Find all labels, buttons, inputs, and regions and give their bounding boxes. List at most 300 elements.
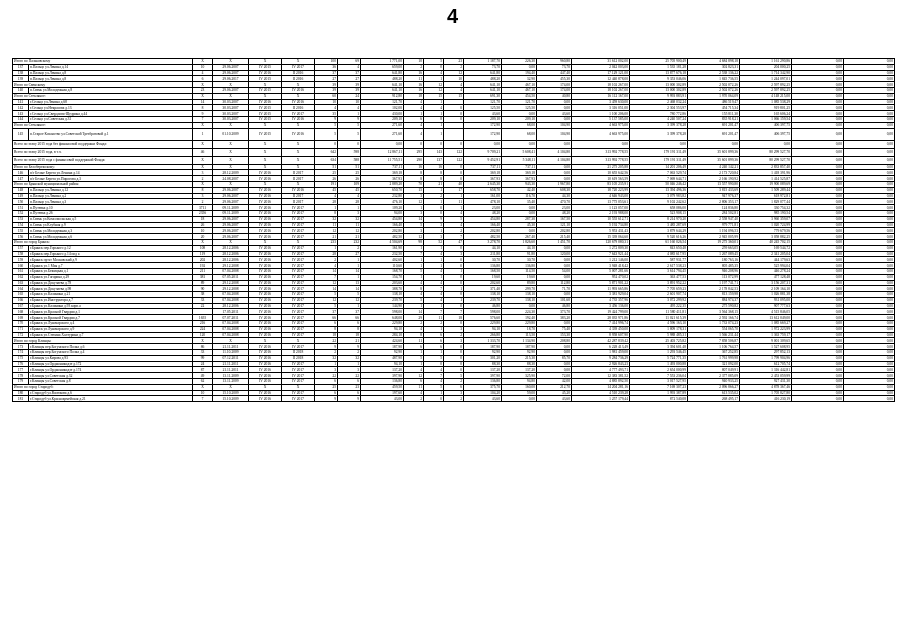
cell-2: 10 <box>193 228 213 234</box>
resettlement-register-table <box>12 58 895 402</box>
cell-4: X <box>249 122 282 128</box>
cell-10: 21 <box>424 181 444 187</box>
cell-19: 0,00 <box>792 170 844 176</box>
cell-11: 5 <box>444 373 464 379</box>
cell-17: 2 173 720,84 <box>688 170 740 176</box>
cell-18: 416 230,19 <box>740 396 792 402</box>
cell-16: 0,00 <box>630 140 688 148</box>
cell-11: 2 <box>444 396 464 402</box>
cell-7: 5 <box>338 128 361 140</box>
cell-12: 369,18 <box>464 170 502 176</box>
cell-13: 454,50 <box>502 93 537 99</box>
cell-3: 30.03.2007 <box>213 111 249 117</box>
cell-19: 0,00 <box>792 64 844 70</box>
cell-17: 268 495,17 <box>688 396 740 402</box>
cell-10: 1 <box>424 303 444 309</box>
cell-10: 9 <box>424 216 444 222</box>
cell-0: 162 <box>13 274 29 280</box>
cell-14: 43,60 <box>537 396 572 402</box>
cell-16: 5 724 771,35 <box>630 355 688 361</box>
cell-11: 0 <box>444 361 464 367</box>
cell-18: 1 020 724,99 <box>740 222 792 228</box>
cell-18: 1 363 759,17 <box>740 332 792 338</box>
cell-13: 88,30 <box>502 361 537 367</box>
cell-17: 2 538 136,22 <box>688 70 740 76</box>
cell-8: 367,93 <box>361 176 404 182</box>
cell-20: 0,00 <box>844 373 895 379</box>
cell-7: 5 <box>338 292 361 298</box>
cell-15: 5 871 901,22 <box>572 280 630 286</box>
cell-20: 0,00 <box>844 257 895 263</box>
cell-14: 608,30 <box>537 187 572 193</box>
cell-9: 2 <box>404 321 424 327</box>
cell-15: 313 992 778,55 <box>572 156 630 164</box>
cell-6: 642 <box>315 148 338 156</box>
cell-11: 0 <box>444 350 464 356</box>
cell-6: 32 <box>315 216 338 222</box>
cell-5: X <box>282 181 315 187</box>
cell-17: 124 836,80 <box>688 205 740 211</box>
cell-19: 0,00 <box>792 216 844 222</box>
cell-17: 884 974,37 <box>688 297 740 303</box>
cell-14: 0,00 <box>537 170 572 176</box>
cell-3: X <box>213 338 249 344</box>
cell-18: 446 278,24 <box>740 268 792 274</box>
cell-13: 0,00 <box>502 64 537 70</box>
cell-20: 0,00 <box>844 338 895 344</box>
cell-20: 0,00 <box>844 268 895 274</box>
register-body <box>13 59 895 402</box>
cell-5: X <box>282 93 315 99</box>
cell-6: 14 <box>315 268 338 274</box>
cell-1: г.Брянск ул.Красной Гвардии д.7 <box>29 315 193 321</box>
cell-7: 21 <box>338 234 361 240</box>
cell-19: 0,00 <box>792 76 844 82</box>
cell-2: 192 <box>193 263 213 269</box>
cell-8: 11 755,51 <box>361 156 404 164</box>
cell-5: IV 2017 <box>282 326 315 332</box>
cell-15: 18 102 267,00 <box>572 82 630 88</box>
cell-12: 136,80 <box>464 379 502 385</box>
cell-5: II 2018 <box>282 350 315 356</box>
cell-3: 15.10.2009 <box>213 396 249 402</box>
cell-16: 780 772,86 <box>630 111 688 117</box>
cell-7: 26 <box>338 176 361 182</box>
cell-11: 11 <box>444 199 464 205</box>
cell-9: 1 <box>404 205 424 211</box>
cell-20: 0,00 <box>844 234 895 240</box>
cell-15: 4 885 892,50 <box>572 379 630 385</box>
cell-13: 287,30 <box>502 216 537 222</box>
cell-10: 1 <box>424 326 444 332</box>
cell-8: 641,10 <box>361 87 404 93</box>
cell-13: 1 826,60 <box>502 239 537 245</box>
cell-8: 121,70 <box>361 99 404 105</box>
cell-11: 0 <box>444 303 464 309</box>
cell-12: 88,30 <box>464 361 502 367</box>
cell-19: 0,00 <box>792 156 844 164</box>
cell-17: 35 601 899,36 <box>688 148 740 156</box>
cell-3: 07.04.2008 <box>213 292 249 298</box>
cell-19: 0,00 <box>792 234 844 240</box>
cell-0: 161 <box>13 268 29 274</box>
cell-13: 137,20 <box>502 367 537 373</box>
cell-2: 216 <box>193 321 213 327</box>
cell-9: 1 <box>404 263 424 269</box>
cell-1: г.Брянск ул.Докучаева д.78 <box>29 280 193 286</box>
cell-13: 229,80 <box>502 321 537 327</box>
cell-10: 15 <box>424 93 444 99</box>
cell-9: 4 <box>404 122 424 128</box>
cell-1: п.Пальцо ул.Ленина д.8 <box>29 70 193 76</box>
cell-13: 192,40 <box>502 315 537 321</box>
cell-5: IV 2016 <box>282 187 315 193</box>
cell-3: 29.06.2007 <box>213 222 249 228</box>
cell-13: 187,90 <box>502 344 537 350</box>
cell-3: 07.04.2008 <box>213 332 249 338</box>
cell-19: 0,00 <box>792 332 844 338</box>
cell-17: 940 933,25 <box>688 379 740 385</box>
cell-3: 29.06.2017 <box>213 76 249 82</box>
cell-7: 6 <box>338 390 361 396</box>
cell-0: 140 <box>13 87 29 93</box>
cell-2: X <box>193 181 213 187</box>
cell-17: 946 208,96 <box>688 268 740 274</box>
cell-4: IV 2016 <box>249 350 282 356</box>
cell-9: 11 <box>404 338 424 344</box>
cell-15: 3 316 051,00 <box>572 105 630 111</box>
cell-4: X <box>249 164 282 170</box>
cell-18: 1 527 608,95 <box>740 344 792 350</box>
cell-2: X <box>193 140 213 148</box>
cell-1: п.Путевка д.10 <box>29 205 193 211</box>
cell-20: 0,00 <box>844 384 895 390</box>
cell-8: 12 867,11 <box>361 148 404 156</box>
cell-10: 0 <box>424 140 444 148</box>
cell-19: 0,00 <box>792 268 844 274</box>
cell-10: 4 <box>424 367 444 373</box>
cell-4: IV 2016 <box>249 344 282 350</box>
cell-2: 10 <box>193 390 213 396</box>
cell-16: 3 879 644,29 <box>630 228 688 234</box>
cell-4: IV 2016 <box>249 187 282 193</box>
cell-20: 0,00 <box>844 176 895 182</box>
cell-11: 40 <box>444 181 464 187</box>
cell-14: 4 104,80 <box>537 156 572 164</box>
cell-9: 8 <box>404 332 424 338</box>
cell-15: 3 381 929,04 <box>572 292 630 298</box>
cell-16: 14 201 206,49 <box>630 164 688 170</box>
cell-1: п.Пальцо ул.Ленина д.12 <box>29 187 193 193</box>
cell-19: 0,00 <box>792 99 844 105</box>
cell-10: 5 <box>424 59 444 65</box>
cell-3: X <box>213 59 249 65</box>
cell-9: 98 <box>404 239 424 245</box>
cell-20: 0,00 <box>844 355 895 361</box>
cell-4: X <box>249 93 282 99</box>
cell-7: 18 <box>338 332 361 338</box>
cell-10: 143 <box>424 148 444 156</box>
cell-10: 5 <box>424 355 444 361</box>
cell-8: 94,00 <box>361 210 404 216</box>
cell-19: 0,00 <box>792 309 844 315</box>
cell-2: 38 <box>193 292 213 298</box>
cell-17: 486 519,47 <box>688 99 740 105</box>
cell-2: X <box>193 338 213 344</box>
cell-7: 12 <box>338 228 361 234</box>
cell-2: 2 <box>193 199 213 205</box>
cell-7: 51 <box>338 164 361 170</box>
cell-15: 0,00 <box>572 140 630 148</box>
cell-12: 2 645,30 <box>464 181 502 187</box>
cell-16: 2 601 907,74 <box>630 292 688 298</box>
cell-7: 1 <box>338 205 361 211</box>
cell-19: 0,00 <box>792 326 844 332</box>
cell-6: 66 <box>315 315 338 321</box>
cell-8: 202,80 <box>361 228 404 234</box>
cell-18: 612 705,74 <box>740 361 792 367</box>
cell-0: 158 <box>13 251 29 257</box>
cell-3: 28.12.2009 <box>213 170 249 176</box>
cell-18: 3 156 207,31 <box>740 280 792 286</box>
cell-1: г.Клинцы ул.Орджоникидзе д.172 <box>29 361 193 367</box>
cell-3: X <box>213 239 249 245</box>
cell-12: 371,40 <box>464 286 502 292</box>
cell-2: 46 <box>193 148 213 156</box>
cell-12: 598,00 <box>464 309 502 315</box>
cell-13: 5 348,11 <box>502 156 537 164</box>
cell-18: 406 397,75 <box>740 122 792 128</box>
cell-3: 13.11.2009 <box>213 379 249 385</box>
cell-11: 17 <box>444 187 464 193</box>
cell-5: X <box>282 122 315 128</box>
cell-0: 175 <box>13 355 29 361</box>
cell-20: 0,00 <box>844 239 895 245</box>
cell-5: IV 2017 <box>282 234 315 240</box>
cell-18: 931 095,00 <box>740 297 792 303</box>
cell-19: 0,00 <box>792 280 844 286</box>
cell-0: 159 <box>13 257 29 263</box>
cell-15: 1 123 057,00 <box>572 205 630 211</box>
cell-14: 40,80 <box>537 93 572 99</box>
cell-4: IV 2016 <box>249 170 282 176</box>
cell-4: IV 2016 <box>249 390 282 396</box>
cell-18: 3 058 882,25 <box>740 234 792 240</box>
cell-3: X <box>213 384 249 390</box>
cell-19: 0,00 <box>792 210 844 216</box>
cell-9: 10 <box>404 59 424 65</box>
cell-2: 2356 <box>193 210 213 216</box>
cell-7: 1 <box>338 263 361 269</box>
cell-15: 7 643 921,44 <box>572 251 630 257</box>
cell-17: 284 502,81 <box>688 210 740 216</box>
cell-16: 3 072 299,92 <box>630 297 688 303</box>
cell-15: 28 035 971,86 <box>572 315 630 321</box>
cell-11: 0 <box>444 245 464 251</box>
cell-14: 174,00 <box>537 82 572 88</box>
cell-20: 0,00 <box>844 332 895 338</box>
cell-6: 45 <box>315 187 338 193</box>
cell-4: IV 2016 <box>249 379 282 385</box>
cell-9: 16 <box>404 87 424 93</box>
cell-20: 0,00 <box>844 350 895 356</box>
cell-12: 187,90 <box>464 344 502 350</box>
cell-3: 24.08.2007 <box>213 176 249 182</box>
cell-4: IV 2015 <box>249 76 282 82</box>
cell-14: 0,00 <box>537 140 572 148</box>
page-number: 4 <box>446 6 459 28</box>
cell-7: 23 <box>338 384 361 390</box>
cell-18: 1 714 342,90 <box>740 70 792 76</box>
cell-5: IV 2017 <box>282 280 315 286</box>
cell-16: 3 399 378,28 <box>630 122 688 128</box>
cell-0: 177 <box>13 367 29 373</box>
cell-13: 369,18 <box>502 170 537 176</box>
cell-5: IV 2017 <box>282 292 315 298</box>
cell-15: 1 981 459,00 <box>572 350 630 356</box>
cell-13: 18,70 <box>502 326 537 332</box>
cell-7: 21 <box>338 338 361 344</box>
cell-17: 19 275 360,01 <box>688 239 740 245</box>
cell-20: 0,00 <box>844 99 895 105</box>
cell-2: 202 <box>193 257 213 263</box>
cell-13: 299,70 <box>502 286 537 292</box>
cell-18: 779 679,56 <box>740 228 792 234</box>
cell-2: X <box>193 239 213 245</box>
cell-9: 15 <box>404 187 424 193</box>
cell-15: 1 257 179,44 <box>572 396 630 402</box>
cell-4: X <box>249 156 282 164</box>
cell-11: 3 <box>444 338 464 344</box>
cell-20: 0,00 <box>844 379 895 385</box>
cell-19: 0,00 <box>792 59 844 65</box>
cell-8: 598,00 <box>361 309 404 315</box>
cell-8: 648,00 <box>361 315 404 321</box>
cell-13: 136,80 <box>502 263 537 269</box>
cell-3: 29.06.2007 <box>213 187 249 193</box>
cell-13: 1 134,90 <box>502 338 537 344</box>
cell-5: IV 2017 <box>282 373 315 379</box>
cell-14: 0,00 <box>537 164 572 170</box>
cell-14: 104,90 <box>537 128 572 140</box>
cell-5: II 2017 <box>282 176 315 182</box>
cell-11: 10 <box>444 76 464 82</box>
cell-5: II 2016 <box>282 76 315 82</box>
cell-11: 1 <box>444 268 464 274</box>
cell-5: X <box>282 82 315 88</box>
cell-0: 153 <box>13 216 29 222</box>
cell-0: 143 <box>13 111 29 117</box>
cell-5: II 2017 <box>282 193 315 199</box>
cell-10: 1 <box>424 350 444 356</box>
cell-14: 44,30 <box>537 193 572 199</box>
cell-18: 1 414 525,87 <box>740 176 792 182</box>
cell-20: 0,00 <box>844 87 895 93</box>
cell-5: IV 2017 <box>282 222 315 228</box>
cell-8: 271,60 <box>361 128 404 140</box>
cell-19: 0,00 <box>792 344 844 350</box>
cell-18: 1 829 077,44 <box>740 199 792 205</box>
cell-3: 07.04.2008 <box>213 297 249 303</box>
cell-13: 19,60 <box>502 274 537 280</box>
cell-0: 149 <box>13 193 29 199</box>
cell-10: 12 <box>424 82 444 88</box>
cell-19: 0,00 <box>792 105 844 111</box>
cell-18: 13 612 049,00 <box>740 315 792 321</box>
cell-8: 102,00 <box>361 105 404 111</box>
cell-20: 0,00 <box>844 396 895 402</box>
cell-19: 0,00 <box>792 181 844 187</box>
cell-8: 650,70 <box>361 187 404 193</box>
cell-5: II 2016 <box>282 105 315 111</box>
cell-1: г.Сельцо ул.Советская д.31 <box>29 116 193 122</box>
cell-18: 80 299 527,70 <box>740 156 792 164</box>
cell-12: 211,80 <box>464 251 502 257</box>
cell-20: 0,00 <box>844 222 895 228</box>
cell-10: 1 <box>424 99 444 105</box>
cell-13: 226,30 <box>502 59 537 65</box>
cell-12: 23,00 <box>464 205 502 211</box>
cell-2: X <box>193 122 213 128</box>
cell-6: 2 <box>315 257 338 263</box>
cell-3: 17.05.2011 <box>213 309 249 315</box>
cell-6: 28 <box>315 251 338 257</box>
cell-17: 1 970 064,09 <box>688 93 740 99</box>
cell-20: 0,00 <box>844 82 895 88</box>
cell-11: 18 <box>444 315 464 321</box>
cell-11: 0 <box>444 140 464 148</box>
cell-15: 18 720 223,99 <box>572 187 630 193</box>
cell-5: IV 2017 <box>282 344 315 350</box>
cell-4: IV 2016 <box>249 199 282 205</box>
cell-4: IV 2016 <box>249 268 282 274</box>
cell-13: 116,70 <box>502 193 537 199</box>
cell-9: 3 <box>404 193 424 199</box>
cell-0: Итого по Пальковскому <box>13 59 193 65</box>
cell-19: 0,00 <box>792 87 844 93</box>
cell-18: 1 026 881,38 <box>740 292 792 298</box>
cell-19: 0,00 <box>792 205 844 211</box>
cell-0: 178 <box>13 373 29 379</box>
cell-12: 9 709,21 <box>464 148 502 156</box>
cell-2: 49 <box>193 373 213 379</box>
cell-15: 21 275 205,88 <box>572 164 630 170</box>
cell-11: 0 <box>444 292 464 298</box>
cell-12: 3 278,70 <box>464 239 502 245</box>
cell-19: 0,00 <box>792 390 844 396</box>
cell-13: 138,10 <box>502 292 537 298</box>
cell-17: 2 502 072,26 <box>688 82 740 88</box>
cell-14: 0,00 <box>537 367 572 373</box>
cell-3: 30.03.2007 <box>213 116 249 122</box>
cell-13: 0,00 <box>502 140 537 148</box>
cell-17: 4 684 898,18 <box>688 59 740 65</box>
cell-5: IV 2017 <box>282 205 315 211</box>
cell-1: г.Брянск ул.1 Мая д.7 <box>29 263 193 269</box>
cell-5: IV 2016 <box>282 99 315 105</box>
cell-14: 73,70 <box>537 64 572 70</box>
cell-4: IV 2016 <box>249 355 282 361</box>
cell-3: X <box>213 93 249 99</box>
cell-19: 0,00 <box>792 292 844 298</box>
cell-3: 29.06.2007 <box>213 216 249 222</box>
cell-3: 29.06.2007 <box>213 199 249 205</box>
cell-0: 139 <box>13 76 29 82</box>
cell-14: 120,00 <box>537 251 572 257</box>
cell-0: Итого по Брянской муниципальной район: <box>13 181 193 187</box>
cell-5: IV 2017 <box>282 210 315 216</box>
cell-11: 0 <box>444 263 464 269</box>
